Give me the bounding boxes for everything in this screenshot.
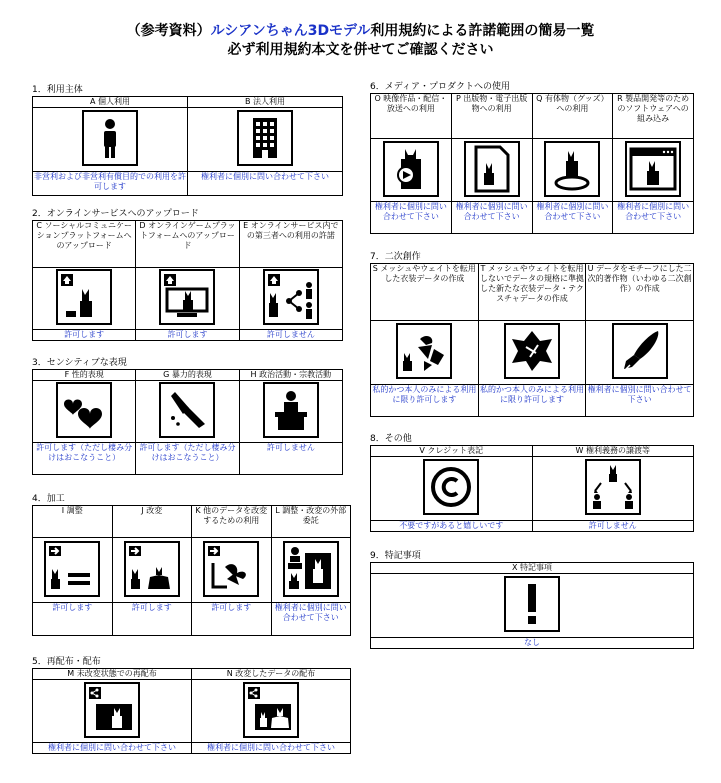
item-header: V クレジット表記 <box>371 446 533 457</box>
item-header: G 暴力的表現 <box>136 370 239 381</box>
section-label: 6．メディア・プロダクトへの使用 <box>370 82 511 92</box>
item-result: 許可します <box>136 330 239 341</box>
section-usage-subject <box>32 85 343 196</box>
building-icon <box>237 110 293 166</box>
item-header: E オンラインサービス内での第三者への利用の許諾 <box>239 221 342 268</box>
item-header: W 権利義務の譲渡等 <box>532 446 694 457</box>
exclamation-icon <box>504 576 560 632</box>
item-result: 許可しません <box>532 521 694 532</box>
license-table <box>32 505 351 636</box>
software-icon <box>625 141 681 197</box>
title-suffix: 利用規約による許諾範囲の簡易一覧 <box>370 23 595 39</box>
section-label: 4．加工 <box>32 494 65 504</box>
section-special-notes <box>370 551 694 649</box>
item-header: N 改変したデータの配布 <box>192 669 351 680</box>
item-header: T メッシュやウェイトを転用しないでデータの規格に準拠した新たな衣装データ・テクスチャデータの作成 <box>478 264 586 321</box>
item-result: 権利者に個別に問い合わせて下さい <box>192 743 351 754</box>
item-header: S メッシュやウェイトを転用した衣装データの作成 <box>371 264 479 321</box>
item-result: 権利者に個別に問い合わせて下さい <box>371 202 452 234</box>
item-result: 許可します（ただし棲み分けはおこなうこと） <box>136 443 239 475</box>
publication-icon <box>464 141 520 197</box>
item-result: 許可しません <box>239 330 342 341</box>
knife-icon <box>159 382 215 438</box>
section-processing <box>32 494 351 636</box>
upload-social-icon <box>56 269 112 325</box>
item-result: 権利者に個別に問い合わせて下さい <box>613 202 694 234</box>
new-costume-icon <box>504 323 560 379</box>
title-model-name: ルシアンちゃん3Dモデル <box>210 23 371 39</box>
item-header: D オンラインゲームプラットフォームへのアップロード <box>136 221 239 268</box>
title-prefix: （参考資料） <box>126 23 211 39</box>
share-third-party-icon <box>263 269 319 325</box>
outsource-icon <box>283 541 339 597</box>
distribute-modified-icon <box>243 682 299 738</box>
license-table <box>370 445 694 532</box>
item-header: F 性的表現 <box>33 370 136 381</box>
item-result: 権利者に個別に問い合わせて下さい <box>33 743 192 754</box>
item-result: 許可します <box>33 603 113 636</box>
item-result: 権利者に個別に問い合わせて下さい <box>188 172 343 196</box>
section-online-upload <box>32 209 343 341</box>
section-media-products <box>370 82 694 234</box>
item-header: K 他のデータを改変するための利用 <box>192 506 272 538</box>
license-table <box>370 562 694 649</box>
item-result: 非営利および非営利有償目的での利用を許可します <box>33 172 188 196</box>
adjust-icon <box>44 541 100 597</box>
item-header: X 特記事項 <box>371 563 694 574</box>
section-label: 7．二次創作 <box>370 252 421 262</box>
item-result: 権利者に個別に問い合わせて下さい <box>451 202 532 234</box>
section-other <box>370 434 694 532</box>
item-header: A 個人利用 <box>33 97 188 108</box>
item-result: 不要ですがあると嬉しいです <box>371 521 533 532</box>
item-header: P 出版物・電子出版物への利用 <box>451 94 532 139</box>
license-table <box>32 668 351 754</box>
item-header: B 法人利用 <box>188 97 343 108</box>
video-icon <box>383 141 439 197</box>
goods-icon <box>544 141 600 197</box>
item-header: I 調整 <box>33 506 113 538</box>
section-label: 9．特記事項 <box>370 551 421 561</box>
item-header: M 未改変状態での再配布 <box>33 669 192 680</box>
other-data-icon <box>203 541 259 597</box>
license-table <box>370 263 694 417</box>
section-label: 8．その他 <box>370 434 412 444</box>
item-result: 許可しません <box>239 443 342 475</box>
section-label: 5．再配布・配布 <box>32 657 101 667</box>
item-result: 私的かつ本人のみによる利用に限り許可します <box>478 385 586 417</box>
item-result: 権利者に個別に問い合わせて下さい <box>271 603 351 636</box>
item-header: Q 有体物（グッズ）への利用 <box>532 94 613 139</box>
item-header: H 政治活動・宗教活動 <box>239 370 342 381</box>
item-result: 私的かつ本人のみによる利用に限り許可します <box>371 385 479 417</box>
upload-game-icon <box>159 269 215 325</box>
license-table <box>32 96 343 196</box>
item-header: L 調整・改変の外部委託 <box>271 506 351 538</box>
modify-icon <box>124 541 180 597</box>
item-header: R 製品開発等のためのソフトウェアへの組み込み <box>613 94 694 139</box>
document-subtitle: 必ず利用規約本文を併せてご確認ください <box>227 42 494 58</box>
license-table <box>370 93 694 234</box>
item-result: 権利者に個別に問い合わせて下さい <box>586 385 694 417</box>
section-label: 3．センシティブな表現 <box>32 358 127 368</box>
item-result: 許可します <box>192 603 272 636</box>
copyright-icon <box>423 459 479 515</box>
item-header: O 映像作品・配信・放送への利用 <box>371 94 452 139</box>
item-result: 許可します <box>33 330 136 341</box>
item-header: U データをモチーフにした二次的著作物（いわゆる二次創作）の作成 <box>586 264 694 321</box>
section-label: 1．利用主体 <box>32 85 83 95</box>
section-redistribution <box>32 657 351 754</box>
section-sensitive-expression <box>32 358 343 475</box>
pen-icon <box>612 323 668 379</box>
mesh-reuse-icon <box>396 323 452 379</box>
document-title <box>0 22 721 40</box>
person-icon <box>82 110 138 166</box>
item-result: なし <box>371 638 694 649</box>
hearts-icon <box>56 382 112 438</box>
license-table <box>32 369 343 475</box>
license-table <box>32 220 343 341</box>
item-header: J 改変 <box>112 506 192 538</box>
redistribute-icon <box>84 682 140 738</box>
item-header: C ソーシャルコミュニケーションプラットフォームへのアップロード <box>33 221 136 268</box>
item-result: 許可します <box>112 603 192 636</box>
section-label: 2．オンラインサービスへのアップロード <box>32 209 199 219</box>
item-result: 許可します（ただし棲み分けはおこなうこと） <box>33 443 136 475</box>
item-result: 権利者に個別に問い合わせて下さい <box>532 202 613 234</box>
transfer-icon <box>585 459 641 515</box>
section-derivative-works <box>370 252 694 417</box>
podium-icon <box>263 382 319 438</box>
